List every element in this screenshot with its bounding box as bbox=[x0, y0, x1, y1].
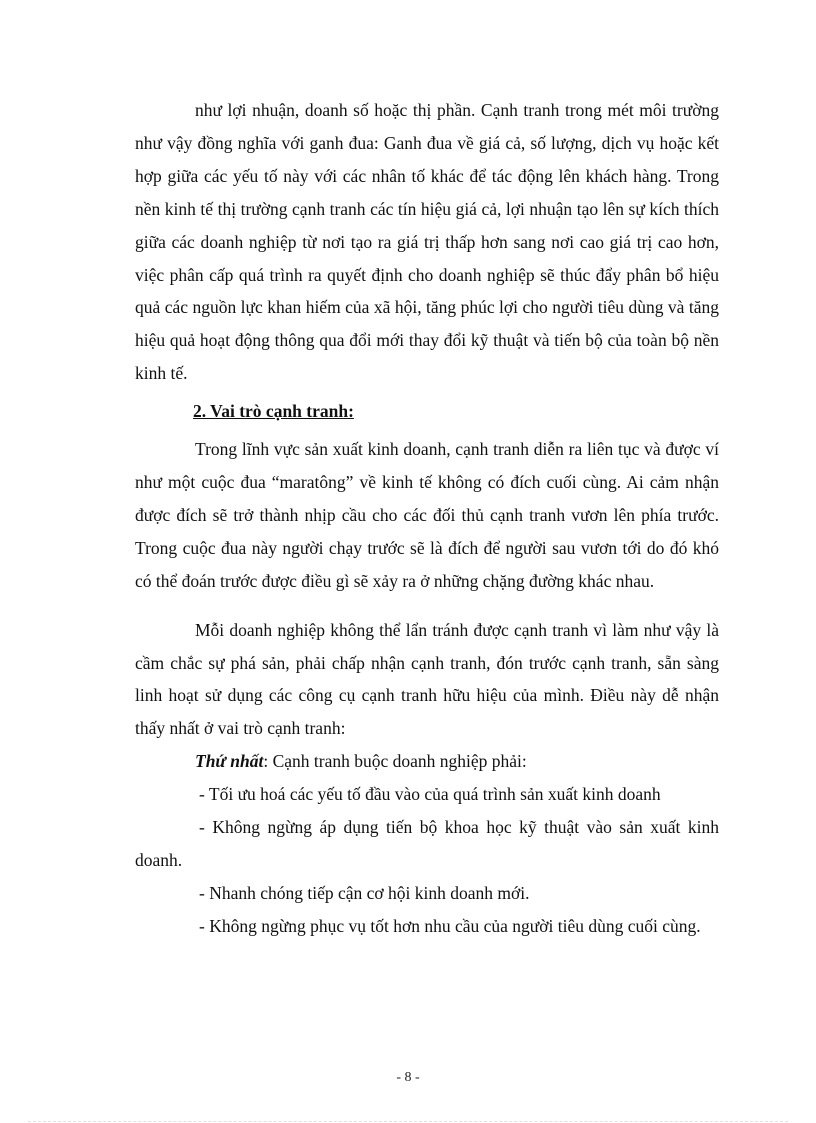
list-item: - Không ngừng phục vụ tốt hơn nhu cầu của người tiêu dùng cuối cùng. bbox=[199, 915, 701, 936]
paragraph-continuation: như lợi nhuận, doanh số hoặc thị phần. Cạnh tranh trong mét môi trường như vậy đồng nghĩa với ganh đua: Ganh đua về giá cả, số lượng, dịch vụ hoặc kết hợp giữa các yếu tố này với các nhân tố khác để tác động lên khách hàng. Trong nền kinh tế thị trường cạnh tranh các tín hiệu giá cả, lợi nhuận tạo lên sự kích thích giữa các doanh nghiệp từ nơi tạo ra giá trị thấp hơn sang nơi cao giá trị cao hơn, việc phân cấp quá trình ra quyết định cho doanh nghiệp sẽ thúc đẩy phân bổ hiệu quả các nguồn lực khan hiếm của xã hội, tăng phúc lợi cho người tiêu dùng và tăng hiệu quả hoạt động thông qua đổi mới thay đổi kỹ thuật và tiến bộ của toàn bộ nền kinh tế. bbox=[135, 100, 719, 384]
page-bottom-divider bbox=[28, 1121, 788, 1122]
first-point-paragraph bbox=[135, 745, 719, 778]
first-point-text: : Cạnh tranh buộc doanh nghiệp phải: bbox=[263, 751, 527, 772]
paragraph-race-metaphor: Trong lĩnh vực sản xuất kinh doanh, cạnh tranh diễn ra liên tục và được ví như một cuộc đua “maratông” về kinh tế không có đích cuối cùng. Ai cảm nhận được đích sẽ trở thành nhịp cầu cho các đối thủ cạnh tranh vươn lên phía trước. Trong cuộc đua này người chạy trước sẽ là đích để người sau vươn tới do đó khó có thể đoán trước được điều gì sẽ xảy ra ở những chặng đường khác nhau. bbox=[135, 439, 719, 591]
list-item: - Tối ưu hoá các yếu tố đầu vào của quá trình sản xuất kinh doanh bbox=[199, 784, 661, 805]
list-item: - Nhanh chóng tiếp cận cơ hội kinh doanh mới. bbox=[199, 882, 530, 903]
page-number: - 8 - bbox=[396, 1070, 420, 1085]
first-point-label: Thứ nhất bbox=[195, 751, 264, 772]
section-heading: 2. Vai trò cạnh tranh: bbox=[193, 401, 354, 422]
list-item: - Không ngừng áp dụng tiến bộ khoa học kỹ thuật vào sản xuất kinh doanh. bbox=[135, 817, 719, 870]
paragraph-role-intro: Mỗi doanh nghiệp không thể lẩn tránh được cạnh tranh vì làm như vậy là cầm chắc sự phá sản, phải chấp nhận cạnh tranh, đón trước cạnh tranh, sẵn sàng linh hoạt sử dụng các công cụ cạnh tranh hữu hiệu của mình. Điều này dễ nhận thấy nhất ở vai trò cạnh tranh: bbox=[135, 619, 719, 739]
document-body bbox=[135, 94, 719, 943]
